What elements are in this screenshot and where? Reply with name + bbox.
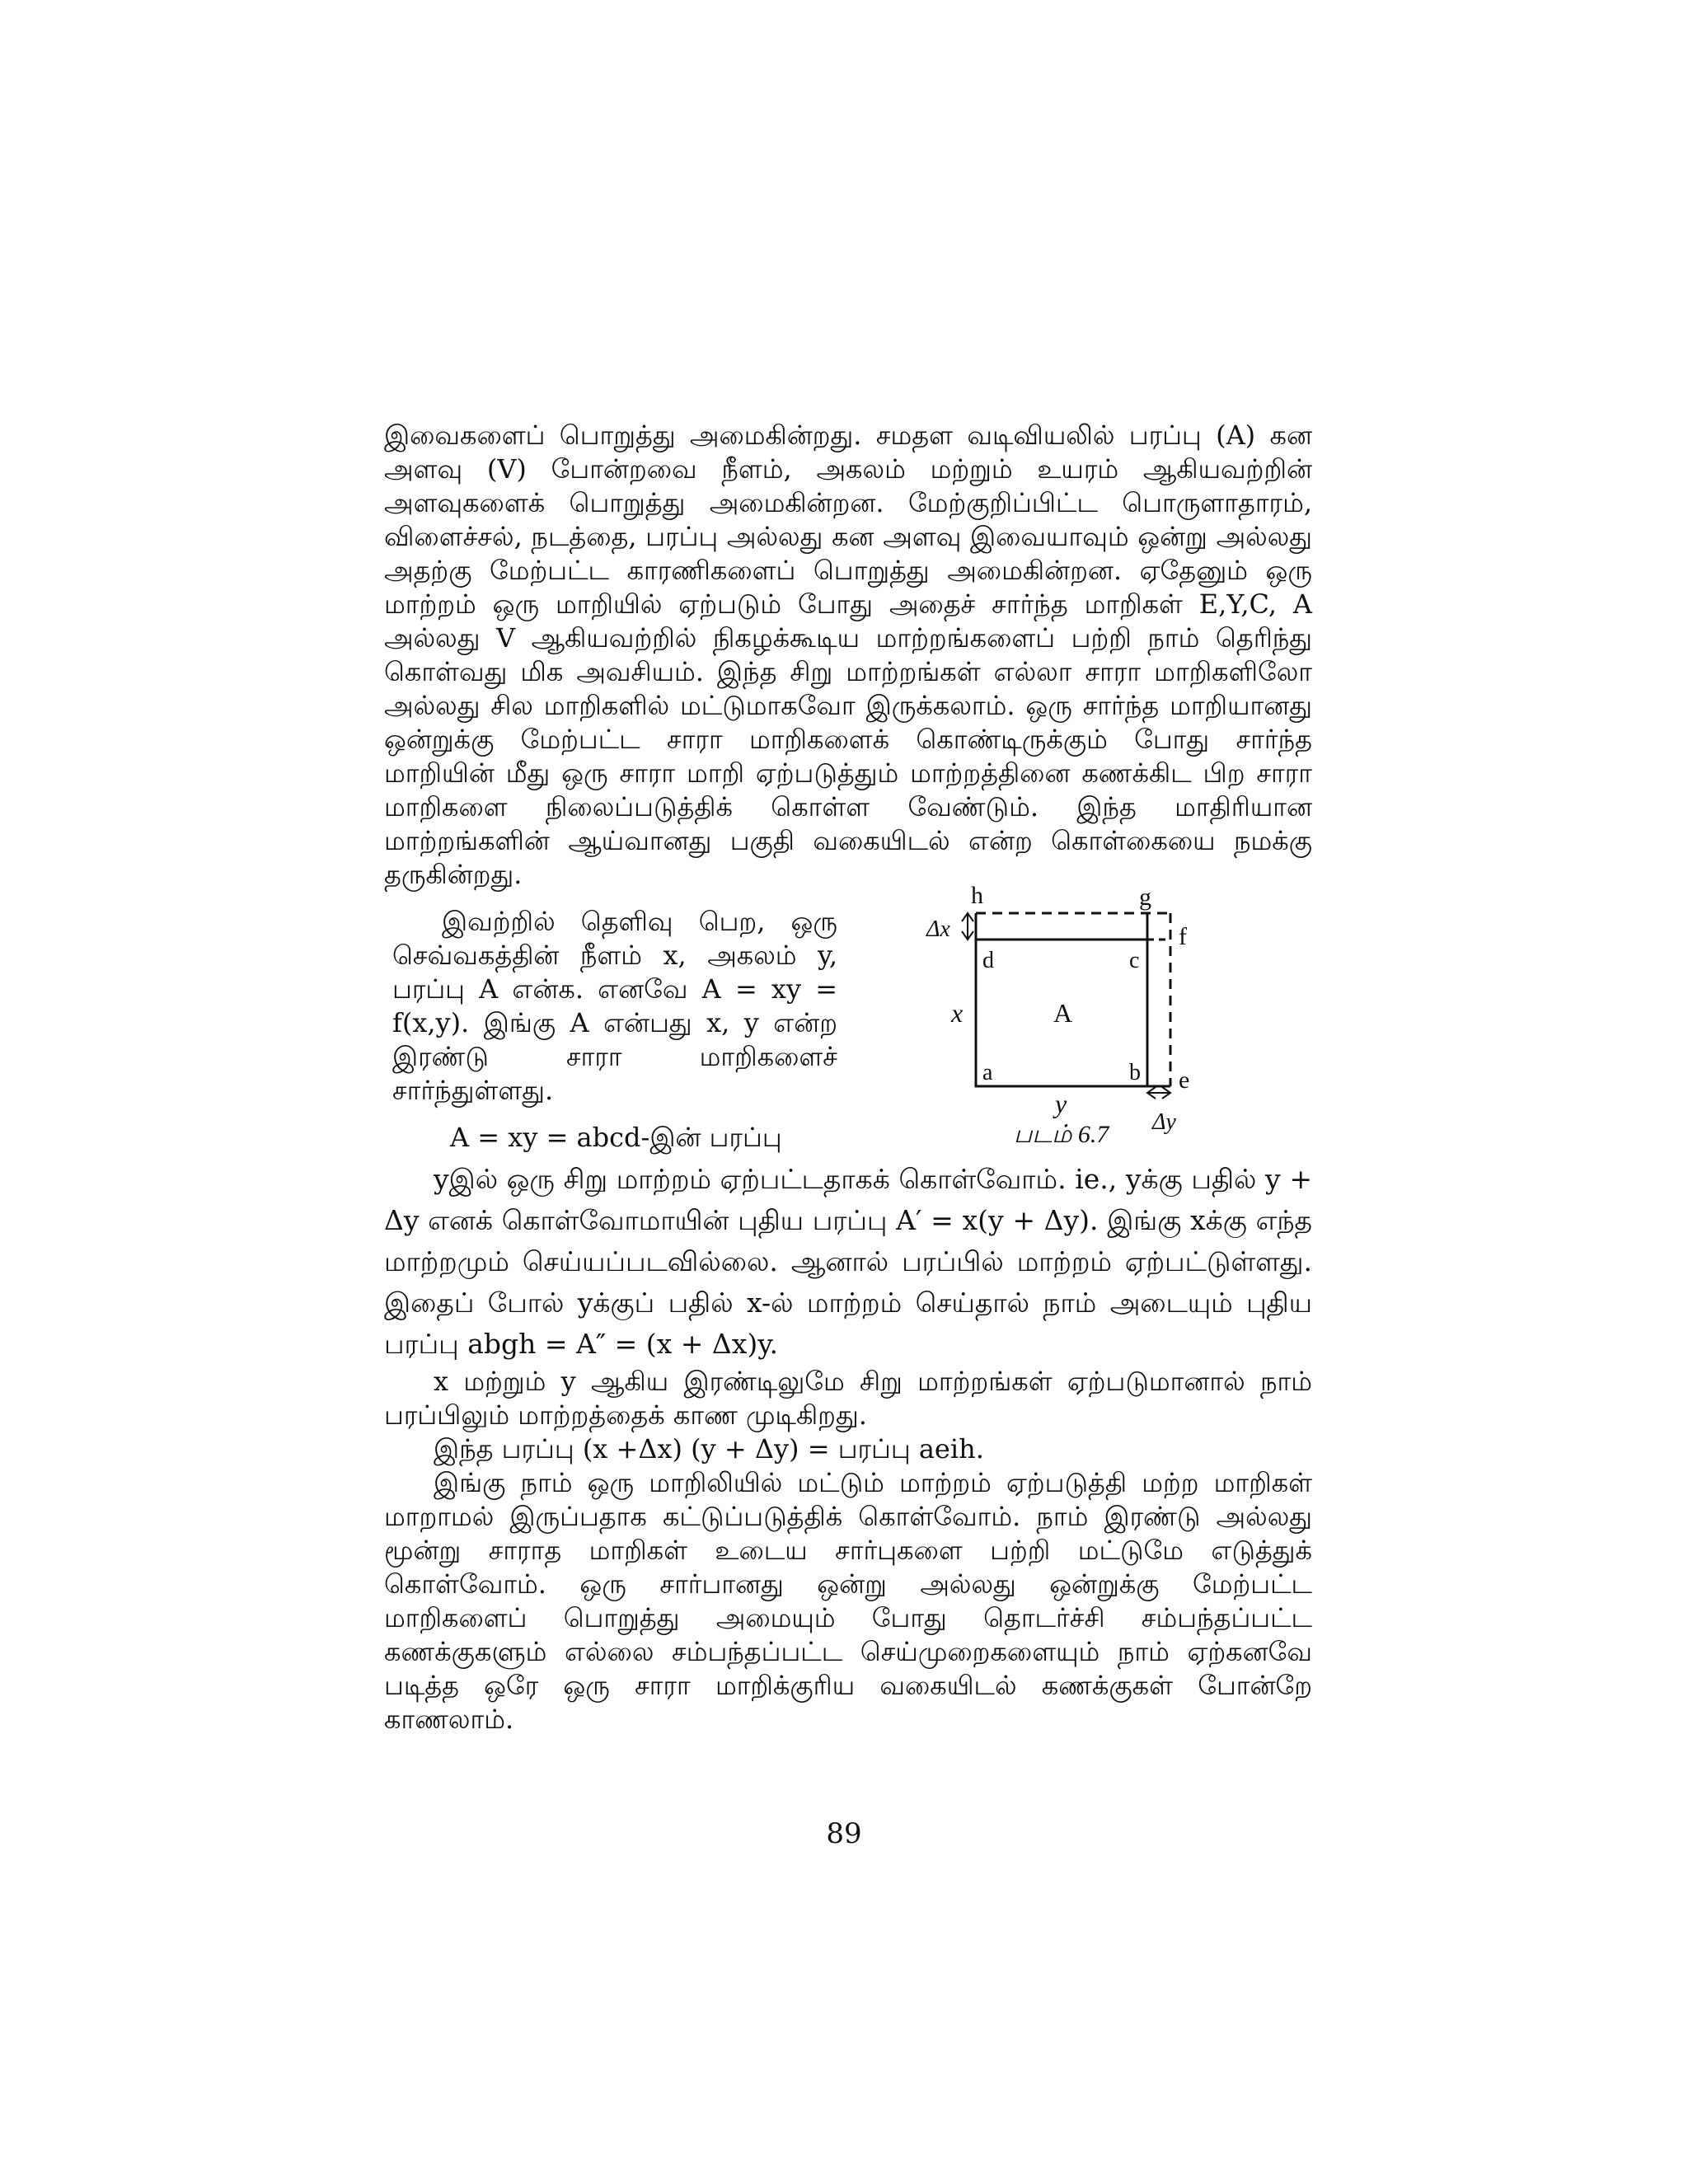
area-abcd-line: A = xy = abcd-இன் பரப்பு	[450, 1122, 782, 1153]
label-a: a	[982, 1060, 993, 1085]
label-e: e	[1179, 1066, 1190, 1094]
body-section-top	[384, 419, 1312, 892]
label-h: h	[971, 882, 983, 909]
rectangle-figure	[923, 882, 1203, 1179]
label-dy: Δy	[1152, 1109, 1176, 1135]
label-y: y	[1055, 1089, 1067, 1118]
label-A: A	[1053, 998, 1073, 1028]
label-d: d	[982, 948, 994, 973]
paragraph-3: yஇல் ஒரு சிறு மாற்றம் ஏற்பட்டதாகக் கொள்வோம். ie., yக்கு பதில் y + Δy எனக் கொள்வோமாயின் புதிய பரப்பு A′ = x(y + Δy). இங்கு xக்கு எந்த மாற்றமும் செய்யப்படவில்லை. ஆனால் பரப்பில் மாற்றம் ஏற்பட்டுள்ளது. இதைப் போல் yக்குப் பதில் x-ல் மாற்றம் செய்தால் நாம் அடையும் புதிய பரப்பு abgh = A″ = (x + Δx)y.	[384, 1163, 1312, 1360]
paragraph-4: x மற்றும் y ஆகிய இரண்டிலுமே சிறு மாற்றங்கள் ஏற்படுமானால் நாம் பரப்பிலும் மாற்றத்தைக் காண முடிகிறது.	[384, 1366, 1312, 1431]
page-number: 89	[826, 1817, 862, 1850]
paragraph-6: இங்கு நாம் ஒரு மாறிலியில் மட்டும் மாற்றம் ஏற்படுத்தி மற்ற மாறிகள் மாறாமல் இருப்பதாக கட்டுப்படுத்திக் கொள்வோம். நாம் இரண்டு அல்லது மூன்று சாராத மாறிகள் உடைய சார்புகளை பற்றி மட்டுமே எடுத்துக் கொள்வோம். ஒரு சார்பானது ஒன்று அல்லது ஒன்றுக்கு மேற்பட்ட மாறிகளைப் பொறுத்து அமையும் போது தொடர்ச்சி சம்பந்தப்பட்ட கணக்குகளும் எல்லை சம்பந்தப்பட்ட செய்முறைகளையும் நாம் ஏற்கனவே படித்த ஒரே ஒரு சாரா மாறிக்குரிய வகையிடல் கணக்குகள் போன்றே காணலாம்.	[384, 1467, 1312, 1735]
figure-side-text	[392, 905, 837, 1108]
label-dx: Δx	[926, 916, 950, 942]
rectangle-diagram	[923, 882, 1203, 1179]
paragraph-2: இவற்றில் தெளிவு பெற, ஒரு செவ்வகத்தின் நீளம் x, அகலம் y, பரப்பு A என்க. எனவே A = xy = f(x,y). இங்கு A என்பது x, y என்ற இரண்டு சாரா மாறிகளைச் சார்ந்துள்ளது.	[392, 906, 837, 1106]
figure-caption: படம் 6.7	[1014, 1121, 1109, 1148]
label-g: g	[1139, 883, 1151, 911]
label-f: f	[1179, 923, 1187, 950]
label-c: c	[1129, 948, 1140, 973]
body-section-bottom	[384, 1159, 1312, 1736]
label-x: x	[951, 998, 964, 1028]
label-b: b	[1129, 1060, 1141, 1085]
paragraph-1: இவைகளைப் பொறுத்து அமைகின்றது. சமதள வடிவியலில் பரப்பு (A) கன அளவு (V) போன்றவை நீளம், அகலம் மற்றும் உயரம் ஆகியவற்றின் அளவுகளைக் பொறுத்து அமைகின்றன. மேற்குறிப்பிட்ட பொருளாதாரம், விளைச்சல், நடத்தை, பரப்பு அல்லது கன அளவு இவையாவும் ஒன்று அல்லது அதற்கு மேற்பட்ட காரணிகளைப் பொறுத்து அமைகின்றன. ஏதேனும் ஒரு மாற்றம் ஒரு மாறியில் ஏற்படும் போது அதைச் சார்ந்த மாறிகள் E,Y,C, A அல்லது V ஆகியவற்றில் நிகழக்கூடிய மாற்றங்களைப் பற்றி நாம் தெரிந்து கொள்வது மிக அவசியம். இந்த சிறு மாற்றங்கள் எல்லா சாரா மாறிகளிலோ அல்லது சில மாறிகளில் மட்டுமாகவோ இருக்கலாம். ஒரு சார்ந்த மாறியானது ஒன்றுக்கு மேற்பட்ட சாரா மாறிகளைக் கொண்டிருக்கும் போது சார்ந்த மாறியின் மீது ஒரு சாரா மாறி ஏற்படுத்தும் மாற்றத்தினை கணக்கிட பிற சாரா மாறிகளை நிலைப்படுத்திக் கொள்ள வேண்டும். இந்த மாதிரியான மாற்றங்களின் ஆய்வானது பகுதி வகையிடல் என்ற கொள்கையை நமக்கு தருகின்றது.	[384, 419, 1313, 890]
paragraph-5: இந்த பரப்பு (x +Δx) (y + Δy) = பரப்பு aeih.	[434, 1433, 984, 1465]
